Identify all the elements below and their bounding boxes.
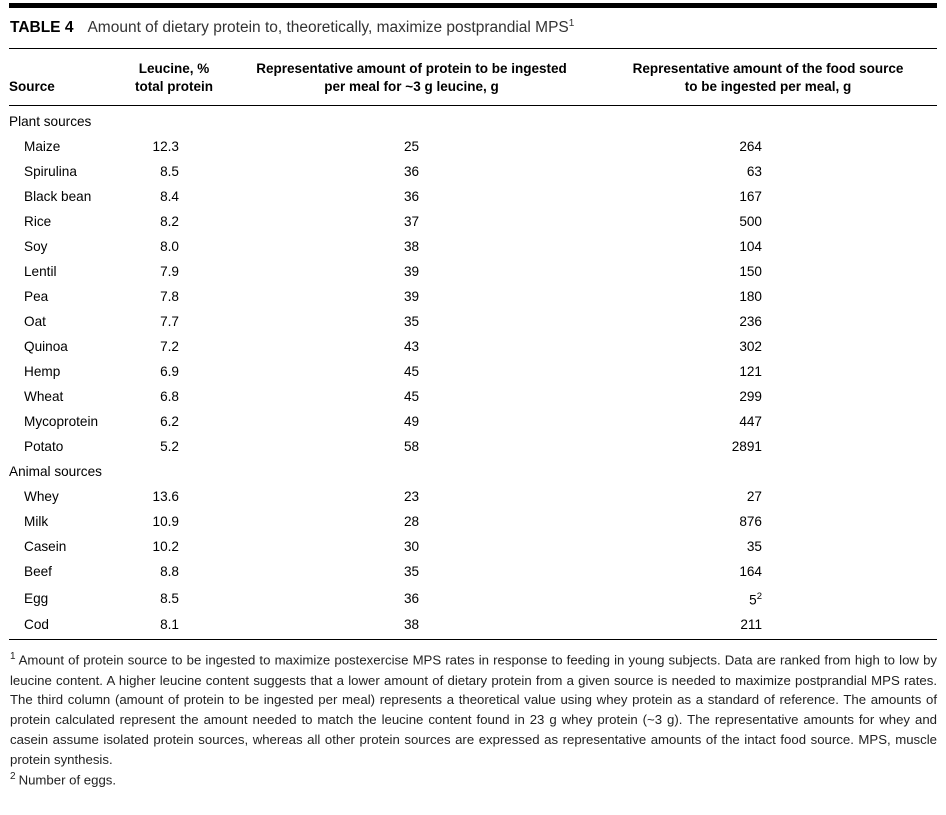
cell-protein-amount: 28 (403, 513, 420, 529)
col-header-source: Source (9, 49, 124, 105)
cell-protein-amount: 36 (403, 188, 420, 204)
table-title-footnote-marker: 1 (568, 18, 575, 29)
cell-leucine-percent: 5.2 (160, 438, 179, 454)
cell-leucine-percent: 6.2 (160, 413, 179, 429)
cell-protein-amount: 43 (403, 338, 420, 354)
cell-source: Milk (24, 513, 49, 529)
col-header-food-amount: Representative amount of the food source to be ingested per meal, g (599, 49, 937, 105)
table-header (9, 49, 937, 105)
table-row (9, 334, 937, 359)
col-header-leucine: Leucine, % total protein (124, 49, 224, 105)
protein-table (9, 49, 937, 640)
cell-protein-amount: 23 (403, 488, 420, 504)
cell-source: Soy (24, 238, 48, 254)
table-header-row (9, 49, 937, 105)
cell-protein-amount: 30 (403, 538, 420, 554)
table-row (9, 559, 937, 584)
cell-leucine-percent: 8.1 (124, 612, 224, 640)
table-row (9, 534, 937, 559)
cell-leucine-percent: 8.4 (160, 188, 179, 204)
cell-source: Wheat (24, 388, 64, 404)
cell-leucine-percent: 10.2 (152, 538, 179, 554)
footnote-2-marker: 2 (10, 771, 16, 783)
footnote-1-text: Amount of protein source to be ingested to maximize postexercise MPS rates in response to feeding in young subjects. Data are ranked from high to low by leucine content. A higher leucine content suggests that a lower amount of dietary protein from a given source is needed to maximize postprandial MPS rates. The third column (amount of protein to be ingested per meal) represents a theoretical value using whey protein as a standard of reference. The amounts of protein calculated represent the amount needed to match the leucine content found in 23 g whey protein (~3 g). The representative amounts for whey and casein assume isolated protein sources, whereas all other protein sources are expressed as representative amounts of the intact food source. MPS, muscle protein synthesis. (10, 652, 937, 767)
cell-food-amount-footnote-marker: 2 (756, 590, 762, 602)
table-row (9, 584, 937, 613)
table-row (9, 509, 937, 534)
cell-protein-amount: 38 (403, 238, 420, 254)
section-header-row (9, 459, 937, 484)
cell-protein-amount: 35 (403, 313, 420, 329)
table-body (9, 105, 937, 640)
cell-leucine-percent: 8.0 (160, 238, 179, 254)
cell-source: Potato (24, 438, 64, 454)
cell-food-amount: 302 (739, 338, 762, 354)
table-row (9, 209, 937, 234)
cell-leucine-percent: 7.8 (160, 288, 179, 304)
cell-leucine-percent: 13.6 (152, 488, 179, 504)
table-row (9, 259, 937, 284)
cell-food-amount: 121 (739, 363, 762, 379)
cell-food-amount: 150 (739, 263, 762, 279)
cell-source: Egg (24, 590, 49, 606)
table-label: TABLE 4 (10, 19, 74, 37)
cell-food-amount: 876 (739, 513, 762, 529)
cell-leucine-percent: 7.9 (160, 263, 179, 279)
cell-protein-amount: 49 (403, 413, 420, 429)
table-title-text: Amount of dietary protein to, theoretically, maximize postprandial MPS (87, 19, 569, 37)
cell-protein-amount: 58 (403, 438, 420, 454)
cell-leucine-percent: 7.7 (160, 313, 179, 329)
cell-leucine-percent: 8.8 (160, 563, 179, 579)
table-title (87, 18, 574, 37)
cell-source: Beef (24, 563, 52, 579)
table-row (9, 484, 937, 509)
cell-source: Hemp (24, 363, 61, 379)
table-row (9, 359, 937, 384)
cell-source: Quinoa (24, 338, 68, 354)
cell-leucine-percent: 8.5 (160, 163, 179, 179)
table-row (9, 284, 937, 309)
table-row (9, 159, 937, 184)
table-row (9, 309, 937, 334)
cell-source: Black bean (24, 188, 92, 204)
col-header-protein-amount: Representative amount of protein to be ingested per meal for ~3 g leucine, g (224, 49, 599, 105)
section-label: Animal sources (9, 463, 102, 479)
table-row (9, 234, 937, 259)
section-label: Plant sources (9, 113, 92, 129)
cell-protein-amount: 37 (403, 213, 420, 229)
footnote-2-text: Number of eggs. (18, 772, 117, 788)
cell-food-amount: 299 (739, 388, 762, 404)
cell-protein-amount: 38 (224, 612, 599, 640)
footnote-1 (10, 649, 937, 769)
cell-source: Whey (24, 488, 59, 504)
table-row (9, 384, 937, 409)
footnote-2 (10, 769, 937, 790)
cell-food-amount: 35 (746, 538, 762, 554)
table-row (9, 612, 937, 640)
cell-source: Cod (9, 612, 124, 640)
cell-protein-amount: 35 (403, 563, 420, 579)
table-row (9, 434, 937, 459)
cell-leucine-percent: 6.9 (160, 363, 179, 379)
cell-protein-amount: 36 (403, 590, 420, 606)
cell-source: Casein (24, 538, 67, 554)
cell-leucine-percent: 8.2 (160, 213, 179, 229)
cell-food-amount: 167 (739, 188, 762, 204)
cell-protein-amount: 45 (403, 388, 420, 404)
cell-leucine-percent: 8.5 (160, 590, 179, 606)
cell-protein-amount: 39 (403, 288, 420, 304)
cell-source: Pea (24, 288, 49, 304)
cell-source: Maize (24, 138, 61, 154)
cell-protein-amount: 39 (403, 263, 420, 279)
cell-food-amount: 164 (739, 563, 762, 579)
cell-food-amount: 27 (746, 488, 762, 504)
cell-leucine-percent: 7.2 (160, 338, 179, 354)
cell-leucine-percent: 6.8 (160, 388, 179, 404)
cell-food-amount: 211 (599, 612, 937, 640)
cell-food-amount: 500 (739, 213, 762, 229)
section-header-row (9, 105, 937, 134)
cell-source: Mycoprotein (24, 413, 99, 429)
cell-food-amount: $5^2$ (749, 590, 762, 608)
cell-food-amount: 104 (739, 238, 762, 254)
cell-protein-amount: 36 (403, 163, 420, 179)
cell-leucine-percent: 12.3 (152, 138, 179, 154)
cell-source: Spirulina (24, 163, 77, 179)
cell-food-amount: 2891 (731, 438, 762, 454)
footnotes (9, 640, 937, 790)
table-row (9, 134, 937, 159)
cell-food-amount: 264 (739, 138, 762, 154)
cell-protein-amount: 25 (403, 138, 420, 154)
cell-source: Oat (24, 313, 46, 329)
table-row (9, 409, 937, 434)
table-row (9, 184, 937, 209)
cell-food-amount: 447 (739, 413, 762, 429)
footnote-1-marker: 1 (10, 651, 16, 663)
cell-leucine-percent: 10.9 (152, 513, 179, 529)
cell-source: Lentil (24, 263, 57, 279)
table-caption (9, 8, 937, 49)
cell-food-amount: 180 (739, 288, 762, 304)
cell-protein-amount: 45 (403, 363, 420, 379)
cell-food-amount: 63 (746, 163, 762, 179)
cell-source: Rice (24, 213, 52, 229)
cell-food-amount: 236 (739, 313, 762, 329)
